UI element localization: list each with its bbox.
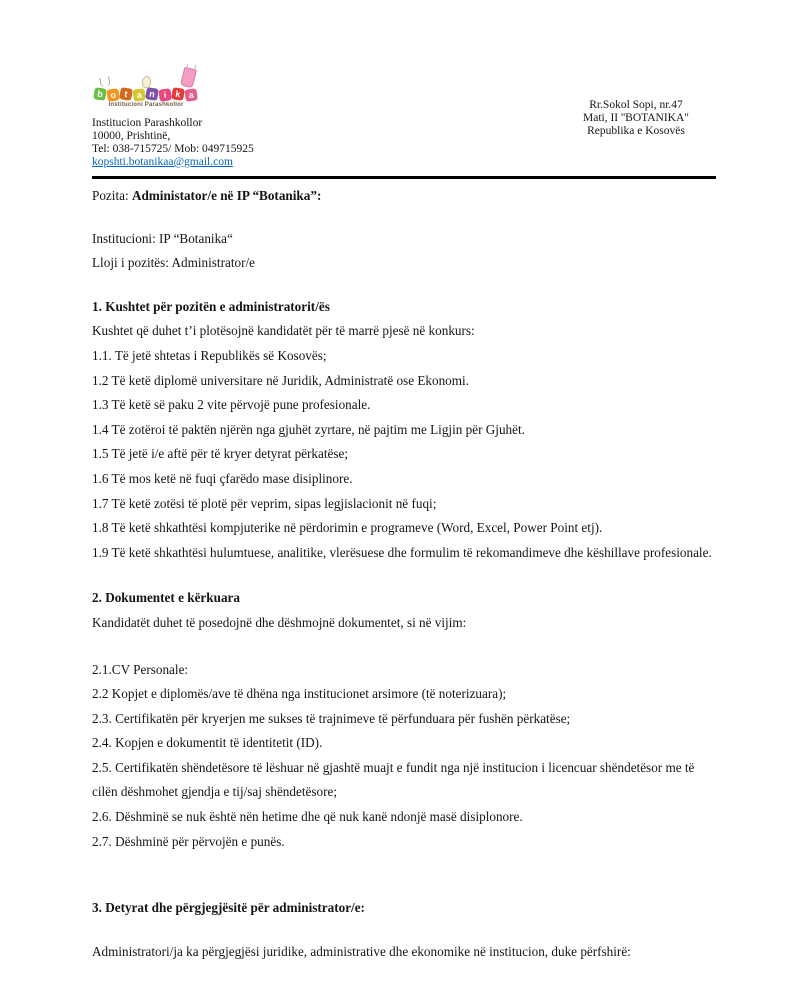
institution-address: 10000, Prishtinë,: [92, 129, 171, 142]
phone-line: Tel: 038-715725/ Mob: 049715925: [92, 142, 254, 155]
institution-name: Institucion Parashkollor: [92, 117, 203, 129]
logo-letter-tile: a: [184, 88, 198, 102]
address-block: [536, 99, 736, 138]
document-item: 2.6. Dëshminë se nuk është nën hetime dhe që nuk kanë ndonjë masë disiplonore.: [92, 809, 523, 825]
requirement-item: 1.9 Të ketë shkathtësi hulumtuese, analitike, vlerësuese dhe formulim të rekomandimeve dhe këshillave profesionale.: [92, 544, 712, 560]
logo-letter-tile: i: [158, 88, 172, 102]
section-3-heading: 3. Detyrat dhe përgjegjësitë për administrator/e:: [92, 900, 365, 916]
requirement-item: 1.1. Të jetë shtetas i Republikës së Kosovës;: [92, 347, 327, 363]
document-item: 2.4. Kopjen e dokumentit të identitetit (ID).: [92, 735, 323, 751]
requirement-item: 1.6 Të mos ketë në fuqi çfarëdo mase disiplinore.: [92, 470, 353, 486]
logo-flask-doodle: [180, 67, 197, 89]
section-1-heading: 1. Kushtet për pozitën e administratorit/ës: [92, 298, 330, 314]
position-value: Administator/e në IP “Botanika”:: [131, 188, 322, 203]
requirement-item: 1.7 Të ketë zotësi të plotë për veprim, sipas legjislacionit në fuqi;: [92, 495, 437, 511]
requirement-item: 1.4 Të zotëroi të paktën njërën nga gjuhët zyrtare, në pajtim me Ligjin për Gjuhët.: [92, 421, 525, 437]
logo-letter-tile: n: [145, 87, 159, 101]
header-divider: [92, 176, 716, 179]
section-2-lead: Kandidatët duhet të posedojnë dhe dëshmojnë dokumentet, si në vijim:: [92, 614, 467, 630]
document-item: 2.7. Dëshminë për përvojën e punës.: [92, 833, 285, 849]
logo-caption: Institucioni Parashkollor: [108, 102, 184, 108]
logo-letter-tile: a: [132, 88, 146, 102]
document-item: 2.3. Certifikatën për kryerjen me sukses të trajnimeve të përfunduara për fushën përkatëse;: [92, 710, 571, 726]
position-label: Pozita:: [92, 188, 132, 203]
district-line: Mati, II ''BOTANIKA": [583, 112, 689, 124]
document-item: 2.2 Kopjet e diplomës/ave të dhëna nga institucionet arsimore (të noterizuara);: [92, 686, 507, 702]
logo-antenna-doodle: [99, 76, 111, 88]
contact-block: [92, 117, 254, 169]
position-line: [92, 184, 714, 209]
requirement-item: 1.3 Të ketë së paku 2 vite përvojë pune profesionale.: [92, 397, 371, 413]
street-line: Rr.Sokol Sopi, nr.47: [589, 99, 683, 111]
logo-letter-tile: b: [93, 87, 107, 101]
position-type-line: Lloji i pozitës: Administrator/e: [92, 255, 255, 271]
institution-line: Institucioni: IP “Botanika“: [92, 230, 233, 246]
logo-caterpillar: [94, 74, 224, 100]
document-body: [92, 184, 714, 964]
email-link[interactable]: kopshti.botanikaa@gmail.com: [92, 155, 233, 168]
section-1-lead: Kushtet që duhet t’i plotësojnë kandidatët për të marrë pjesë në konkurs:: [92, 323, 475, 339]
requirement-item: 1.5 Të jetë i/e aftë për të kryer detyrat përkatëse;: [92, 446, 349, 462]
document-item: 2.1.CV Personale:: [92, 661, 189, 677]
document-item: 2.5. Certifikatën shëndetësore të lëshuar në gjashtë muajt e fundit nga një institucion i licencuar shëndetësor me të cilën dëshmohet gjendja e tij/saj shëndetësore;: [92, 759, 695, 800]
section-2-heading: 2. Dokumentet e kërkuara: [92, 590, 240, 606]
logo-letter-tile: k: [171, 87, 185, 101]
requirement-item: 1.2 Të ketë diplomë universitare në Juridik, Administratë ose Ekonomi.: [92, 372, 469, 388]
logo-bulb-doodle: [141, 76, 151, 89]
section-3-lead: Administratori/ja ka përgjegjësi juridike, administrative dhe ekonomike në institucion, duke përfshirë:: [92, 943, 631, 959]
requirement-item: 1.8 Të ketë shkathtësi kompjuterike në përdorimin e programeve (Word, Excel, Power Point etj).: [92, 520, 603, 536]
country-line: Republika e Kosovës: [587, 125, 685, 137]
logo-letter-tile: o: [106, 88, 120, 102]
botanika-logo: [94, 74, 224, 108]
logo-letter-tile: t: [119, 87, 133, 101]
